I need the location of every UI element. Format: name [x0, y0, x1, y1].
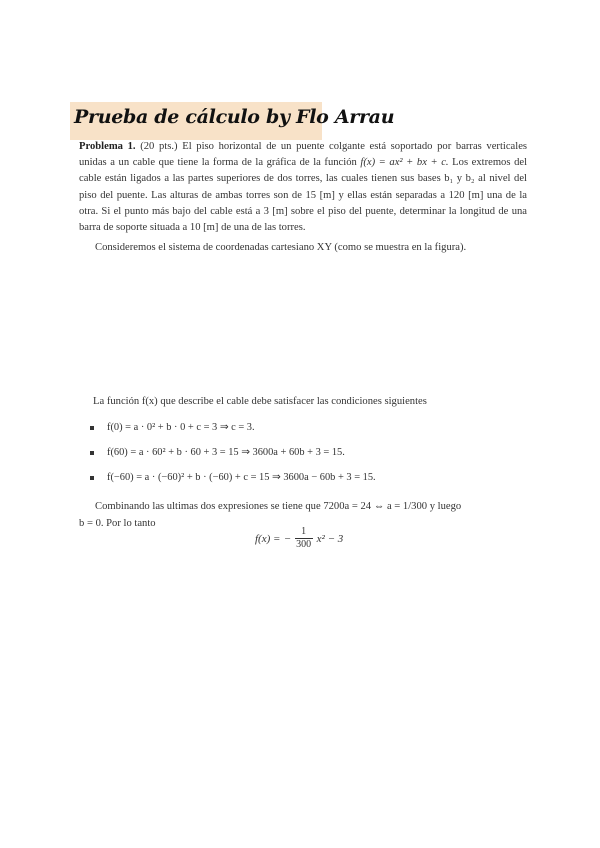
- conditions-list: [90, 420, 376, 495]
- condition-text: f(60) = a · 60² + b · 60 + 3 = 15 ⇒ 3600a + 60b + 3 = 15.: [107, 447, 345, 458]
- bullet-icon: [90, 476, 94, 480]
- problem-heading: Problema 1.: [79, 141, 136, 152]
- formula-minus: −: [284, 532, 291, 545]
- page-title: Prueba de cálculo by Flo Arrau: [74, 106, 395, 128]
- formula-fraction: [295, 526, 313, 551]
- problem-function: f(x) = ax² + bx + c.: [360, 157, 449, 169]
- combining-line-1: Combinando las ultimas dos expresiones se tiene que 7200a = 24 ⇔ a = 1/300 y luego: [95, 501, 462, 512]
- fraction-denominator: 300: [296, 539, 312, 550]
- fraction-numerator: 1: [301, 526, 307, 537]
- condition-text: f(−60) = a · (−60)² + b · (−60) + c = 15 ⇒ 3600a − 60b + 3 = 15.: [107, 472, 376, 483]
- list-item: [90, 470, 376, 495]
- problem-points: (20 pts.): [140, 141, 178, 152]
- formula-rest: x² − 3: [316, 532, 344, 545]
- final-formula: [255, 526, 343, 551]
- condition-text: f(0) = a · 0² + b · 0 + c = 3 ⇒ c = 3.: [107, 422, 255, 433]
- problem-text-2: Los extremos del cable están ligados a las partes superiores de dos torres, las cuales tienen sus bases b₁ y b₂ al nivel del piso del puente. Las alturas de ambas torres son de 15 [m] y ellas están separadas a 120 [m] una de la otra. Si el punto más bajo del cable está a 3 [m] sobre el piso del puente, determinar la longitud de una barra de soporte situada a 10 [m] de una de las torres.: [79, 157, 528, 234]
- problem-text-1: El piso horizontal de un puente colgante está soportado por barras verticales unidas a un cable que tiene la forma de la gráfica de la función: [79, 141, 528, 169]
- bullet-icon: [90, 451, 94, 455]
- bullet-icon: [90, 426, 94, 430]
- list-item: [90, 420, 376, 445]
- coordinate-system-note: Consideremos el sistema de coordenadas cartesiano XY (como se muestra en la figura).: [95, 242, 467, 253]
- list-item: [90, 445, 376, 470]
- conditions-intro: La función f(x) que describe el cable debe satisfacer las condiciones siguientes: [93, 396, 427, 407]
- formula-lhs: f(x) =: [255, 532, 281, 545]
- combining-line-2: b = 0. Por lo tanto: [79, 518, 156, 529]
- problem-statement: [79, 139, 527, 236]
